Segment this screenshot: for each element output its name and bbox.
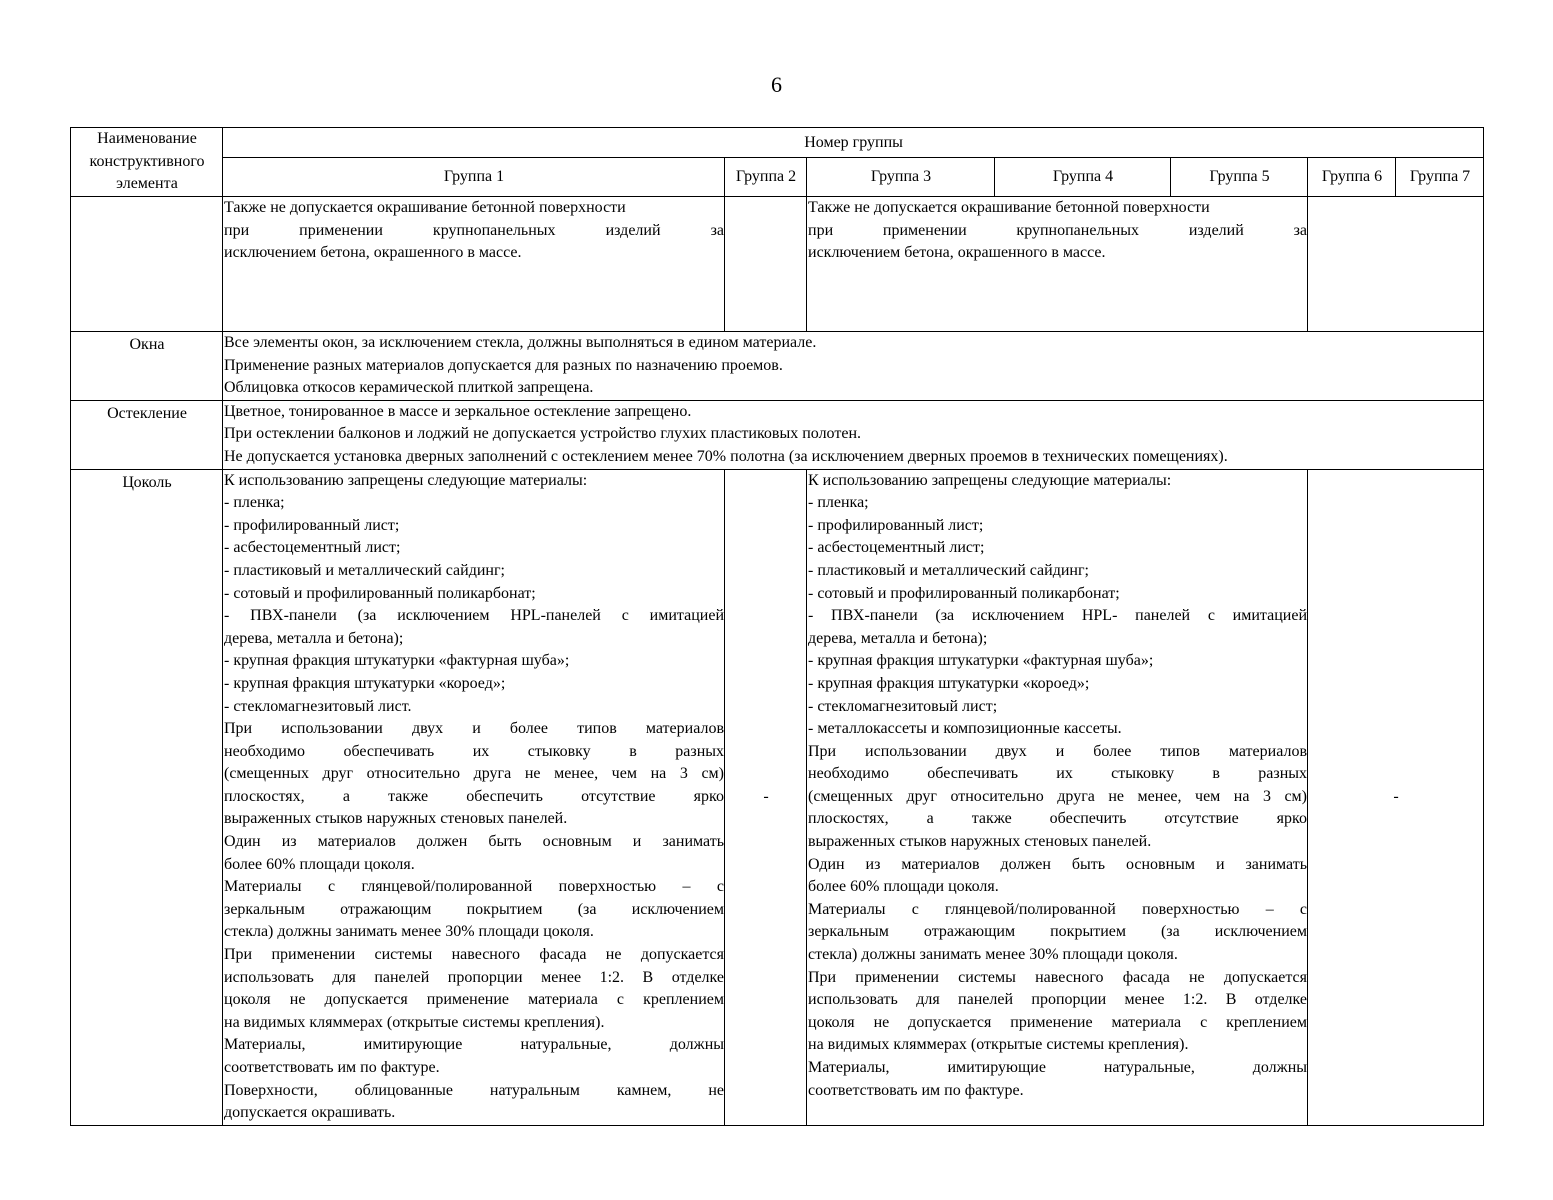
text-line: использовать для панелей пропорции менее 1:2. В отделке (224, 968, 724, 986)
cell-group1-continuation (223, 197, 725, 332)
text-line: - пленка; (224, 494, 285, 512)
cell-windows-text (223, 332, 1484, 401)
header-element-line: Наименование (97, 130, 197, 147)
text-line: - крупная фракция штукатурки «короед»; (224, 674, 506, 692)
header-element-name (71, 128, 223, 197)
text-line: дерева, металла и бетона); (808, 629, 988, 647)
header-group-2: Группа 2 (725, 158, 807, 197)
text-line: зеркальным отражающим покрытием (за исключением (224, 900, 724, 918)
table-row-plinth (71, 469, 1484, 1125)
row-name-windows: Окна (71, 332, 223, 401)
text-line: - стекломагнезитовый лист; (808, 697, 998, 715)
text-line: стекла) должны занимать менее 30% площади цоколя. (224, 923, 594, 941)
requirements-table (70, 127, 1484, 1126)
text-line: Материалы с глянцевой/полированной поверхностью – с (224, 878, 724, 896)
text-line: стекла) должны занимать менее 30% площади цоколя. (808, 946, 1178, 964)
text-line: цоколя не допускается применение материала с креплением (224, 991, 724, 1009)
text-line: - асбестоцементный лист; (224, 539, 401, 557)
text-line: - стекломагнезитовый лист. (224, 697, 412, 715)
text-line: - сотовый и профилированный поликарбонат; (808, 584, 1120, 602)
text-line: допускается окрашивать. (224, 1104, 396, 1122)
text-line: К использованию запрещены следующие материалы: (224, 471, 588, 489)
text-line: Материалы, имитирующие натуральные, должны (808, 1059, 1307, 1076)
header-group-3: Группа 3 (807, 158, 995, 197)
text-line: дерева, металла и бетона); (224, 629, 404, 647)
text-line: Облицовка откосов керамической плиткой запрещена. (224, 379, 594, 397)
cell-plinth-group345 (807, 469, 1308, 1125)
row-name-glazing: Остекление (71, 400, 223, 469)
text-line: плоскостях, а также обеспечить отсутствие ярко (224, 787, 724, 805)
header-group-1: Группа 1 (223, 158, 725, 197)
text-line: Материалы с глянцевой/полированной поверхностью – с (808, 900, 1307, 918)
header-group-7: Группа 7 (1396, 158, 1484, 197)
text-line: Поверхности, облицованные натуральным камнем, не (224, 1081, 724, 1099)
text-line: более 60% площади цоколя. (808, 878, 999, 896)
text-line: При использовании двух и более типов материалов (808, 742, 1307, 760)
text-line: Один из материалов должен быть основным и занимать (224, 833, 724, 851)
cell-glazing-text (223, 400, 1484, 469)
table-row-windows (71, 332, 1484, 401)
text-line: Также не допускается окрашивание бетонной поверхности (808, 199, 1210, 216)
row-name-plinth: Цоколь (71, 469, 223, 1125)
text-line: - профилированный лист; (224, 516, 400, 534)
text-line: выраженных стыков наружных стеновых панелей. (224, 810, 568, 828)
text-line: на видимых кляммерах (открытые системы крепления). (808, 1036, 1189, 1054)
cell-plinth-group67: - (1308, 469, 1484, 1125)
text-line: зеркальным отражающим покрытием (за исключением (808, 923, 1307, 941)
text-line: - профилированный лист; (808, 516, 984, 534)
text-line: при применении крупнопанельных изделий за (224, 221, 724, 239)
text-line: - крупная фракция штукатурки «короед»; (808, 674, 1090, 692)
cell-group67-empty (1308, 197, 1484, 332)
text-line: плоскостях, а также обеспечить отсутствие ярко (808, 810, 1307, 828)
text-line: При остеклении балконов и лоджий не допускается устройство глухих пластиковых полотен. (224, 425, 861, 443)
text-line: - ПВХ-панели (за исключением HPL-панелей с имитацией (224, 607, 724, 625)
text-line: - крупная фракция штукатурки «фактурная шуба»; (808, 652, 1154, 670)
cell-plinth-group2: - (725, 469, 807, 1125)
text-line: Материалы, имитирующие натуральные, должны (224, 1036, 724, 1054)
text-line: - пластиковый и металлический сайдинг; (808, 561, 1089, 579)
text-line: При применении системы навесного фасада не допускается (808, 968, 1307, 986)
text-line: выраженных стыков наружных стеновых панелей. (808, 833, 1152, 851)
text-line: Все элементы окон, за исключением стекла, должны выполняться в едином материале. (224, 334, 817, 351)
text-line: исключением бетона, окрашенного в массе. (808, 244, 1106, 262)
text-line: необходимо обеспечивать их стыковку в разных (808, 765, 1307, 783)
text-line: Один из материалов должен быть основным и занимать (808, 855, 1307, 873)
text-line: цоколя не допускается применение материала с креплением (808, 1013, 1307, 1031)
cell-plinth-group1 (223, 469, 725, 1125)
text-line: (смещенных друг относительно друга не менее, чем на 3 см) (224, 765, 724, 783)
header-element-line: конструктивного (89, 152, 205, 170)
table-row-continuation (71, 197, 1484, 332)
header-group-4: Группа 4 (995, 158, 1171, 197)
text-line: При применении системы навесного фасада не допускается (224, 946, 724, 964)
cell-element-empty (71, 197, 223, 332)
text-line: - пленка; (808, 494, 869, 512)
text-line: исключением бетона, окрашенного в массе. (224, 244, 522, 262)
text-line: использовать для панелей пропорции менее 1:2. В отделке (808, 991, 1307, 1009)
text-line: - крупная фракция штукатурки «фактурная шуба»; (224, 652, 570, 670)
text-line: - ПВХ-панели (за исключением HPL- панелей с имитацией (808, 607, 1307, 625)
text-line: необходимо обеспечивать их стыковку в разных (224, 742, 724, 760)
header-group-6: Группа 6 (1308, 158, 1396, 197)
text-line: - металлокассеты и композиционные кассеты. (808, 720, 1122, 738)
text-line: более 60% площади цоколя. (224, 855, 415, 873)
text-line: Цветное, тонированное в массе и зеркальное остекление запрещено. (224, 402, 692, 420)
text-line: - сотовый и профилированный поликарбонат; (224, 584, 536, 602)
text-line: на видимых кляммерах (открытые системы крепления). (224, 1013, 605, 1031)
table-row-glazing (71, 400, 1484, 469)
text-line: при применении крупнопанельных изделий за (808, 221, 1307, 239)
header-element-line: элемента (116, 175, 178, 192)
text-line: - асбестоцементный лист; (808, 539, 985, 557)
text-line: (смещенных друг относительно друга не менее, чем на 3 см) (808, 787, 1307, 805)
page-number: 6 (771, 72, 782, 97)
header-group-number: Номер группы (223, 128, 1484, 158)
header-group-5: Группа 5 (1171, 158, 1308, 197)
text-line: Не допускается установка дверных заполнений с остеклением менее 70% полотна (за исключением дверных проемов в технических помещениях). (224, 447, 1228, 465)
text-line: К использованию запрещены следующие материалы: (808, 471, 1172, 489)
text-line: соответствовать им по фактуре. (224, 1059, 440, 1076)
text-line: Также не допускается окрашивание бетонной поверхности (224, 199, 626, 216)
cell-group345-continuation (807, 197, 1308, 332)
text-line: - пластиковый и металлический сайдинг; (224, 561, 505, 579)
text-line: При использовании двух и более типов материалов (224, 720, 724, 738)
text-line: Применение разных материалов допускается для разных по назначению проемов. (224, 356, 783, 374)
cell-group2-empty (725, 197, 807, 332)
text-line: соответствовать им по фактуре. (808, 1081, 1024, 1099)
